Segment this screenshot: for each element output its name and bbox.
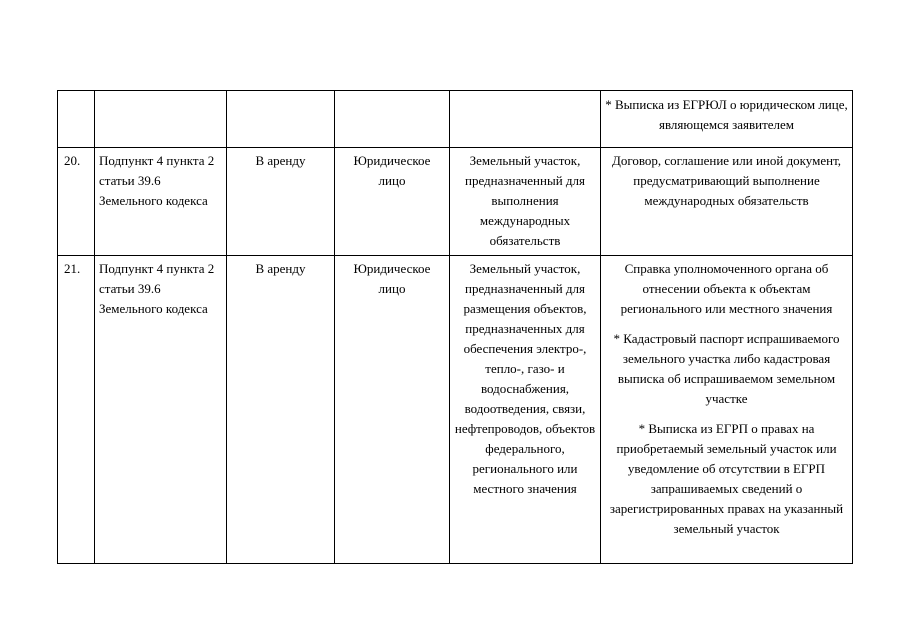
- land-plot-documents-table: [57, 90, 853, 564]
- legal-basis-cell: Подпункт 4 пункта 2 статьи 39.6 Земельного кодекса: [95, 256, 227, 564]
- document-item: * Выписка из ЕГРП о правах на приобретаемый земельный участок или уведомление об отсутствии в ЕГРП запрашиваемых сведений о зарегистрированных правах на указанный земельный участок: [609, 421, 844, 536]
- documents-cell: [601, 256, 853, 564]
- row-number-cell: 21.: [58, 256, 95, 564]
- document-item: Справка уполномоченного органа об отнесении объекта к объектам регионального или местного значения: [620, 261, 833, 316]
- document-item: * Кадастровый паспорт испрашиваемого земельного участка либо кадастровая выписка об испрашиваемом земельном участке: [613, 331, 840, 406]
- applicant-cell: Юридическое лицо: [335, 256, 450, 564]
- table-row: [58, 256, 853, 564]
- right-type-cell: В аренду: [227, 148, 335, 256]
- table-row: [58, 91, 853, 148]
- document-item: Договор, соглашение или иной документ, предусматривающий выполнение международных обязательств: [611, 153, 842, 208]
- applicant-cell: [335, 91, 450, 148]
- row-number-cell: 20.: [58, 148, 95, 256]
- legal-basis-cell: Подпункт 4 пункта 2 статьи 39.6 Земельного кодекса: [95, 148, 227, 256]
- document-item: * Выписка из ЕГРЮЛ о юридическом лице, являющемся заявителем: [605, 97, 848, 132]
- right-type-cell: [227, 91, 335, 148]
- legal-basis-cell: [95, 91, 227, 148]
- documents-cell: [601, 148, 853, 256]
- documents-cell: [601, 91, 853, 148]
- land-plot-cell: [450, 91, 601, 148]
- land-plot-cell: Земельный участок, предназначенный для выполнения международных обязательств: [450, 148, 601, 256]
- land-plot-cell: Земельный участок, предназначенный для размещения объектов, предназначенных для обеспечения электро-, тепло-, газо- и водоснабжения, водоотведения, связи, нефтепроводов, объектов федерального, регионального или местного значения: [450, 256, 601, 564]
- applicant-cell: Юридическое лицо: [335, 148, 450, 256]
- row-number-cell: [58, 91, 95, 148]
- right-type-cell: В аренду: [227, 256, 335, 564]
- table-row: [58, 148, 853, 256]
